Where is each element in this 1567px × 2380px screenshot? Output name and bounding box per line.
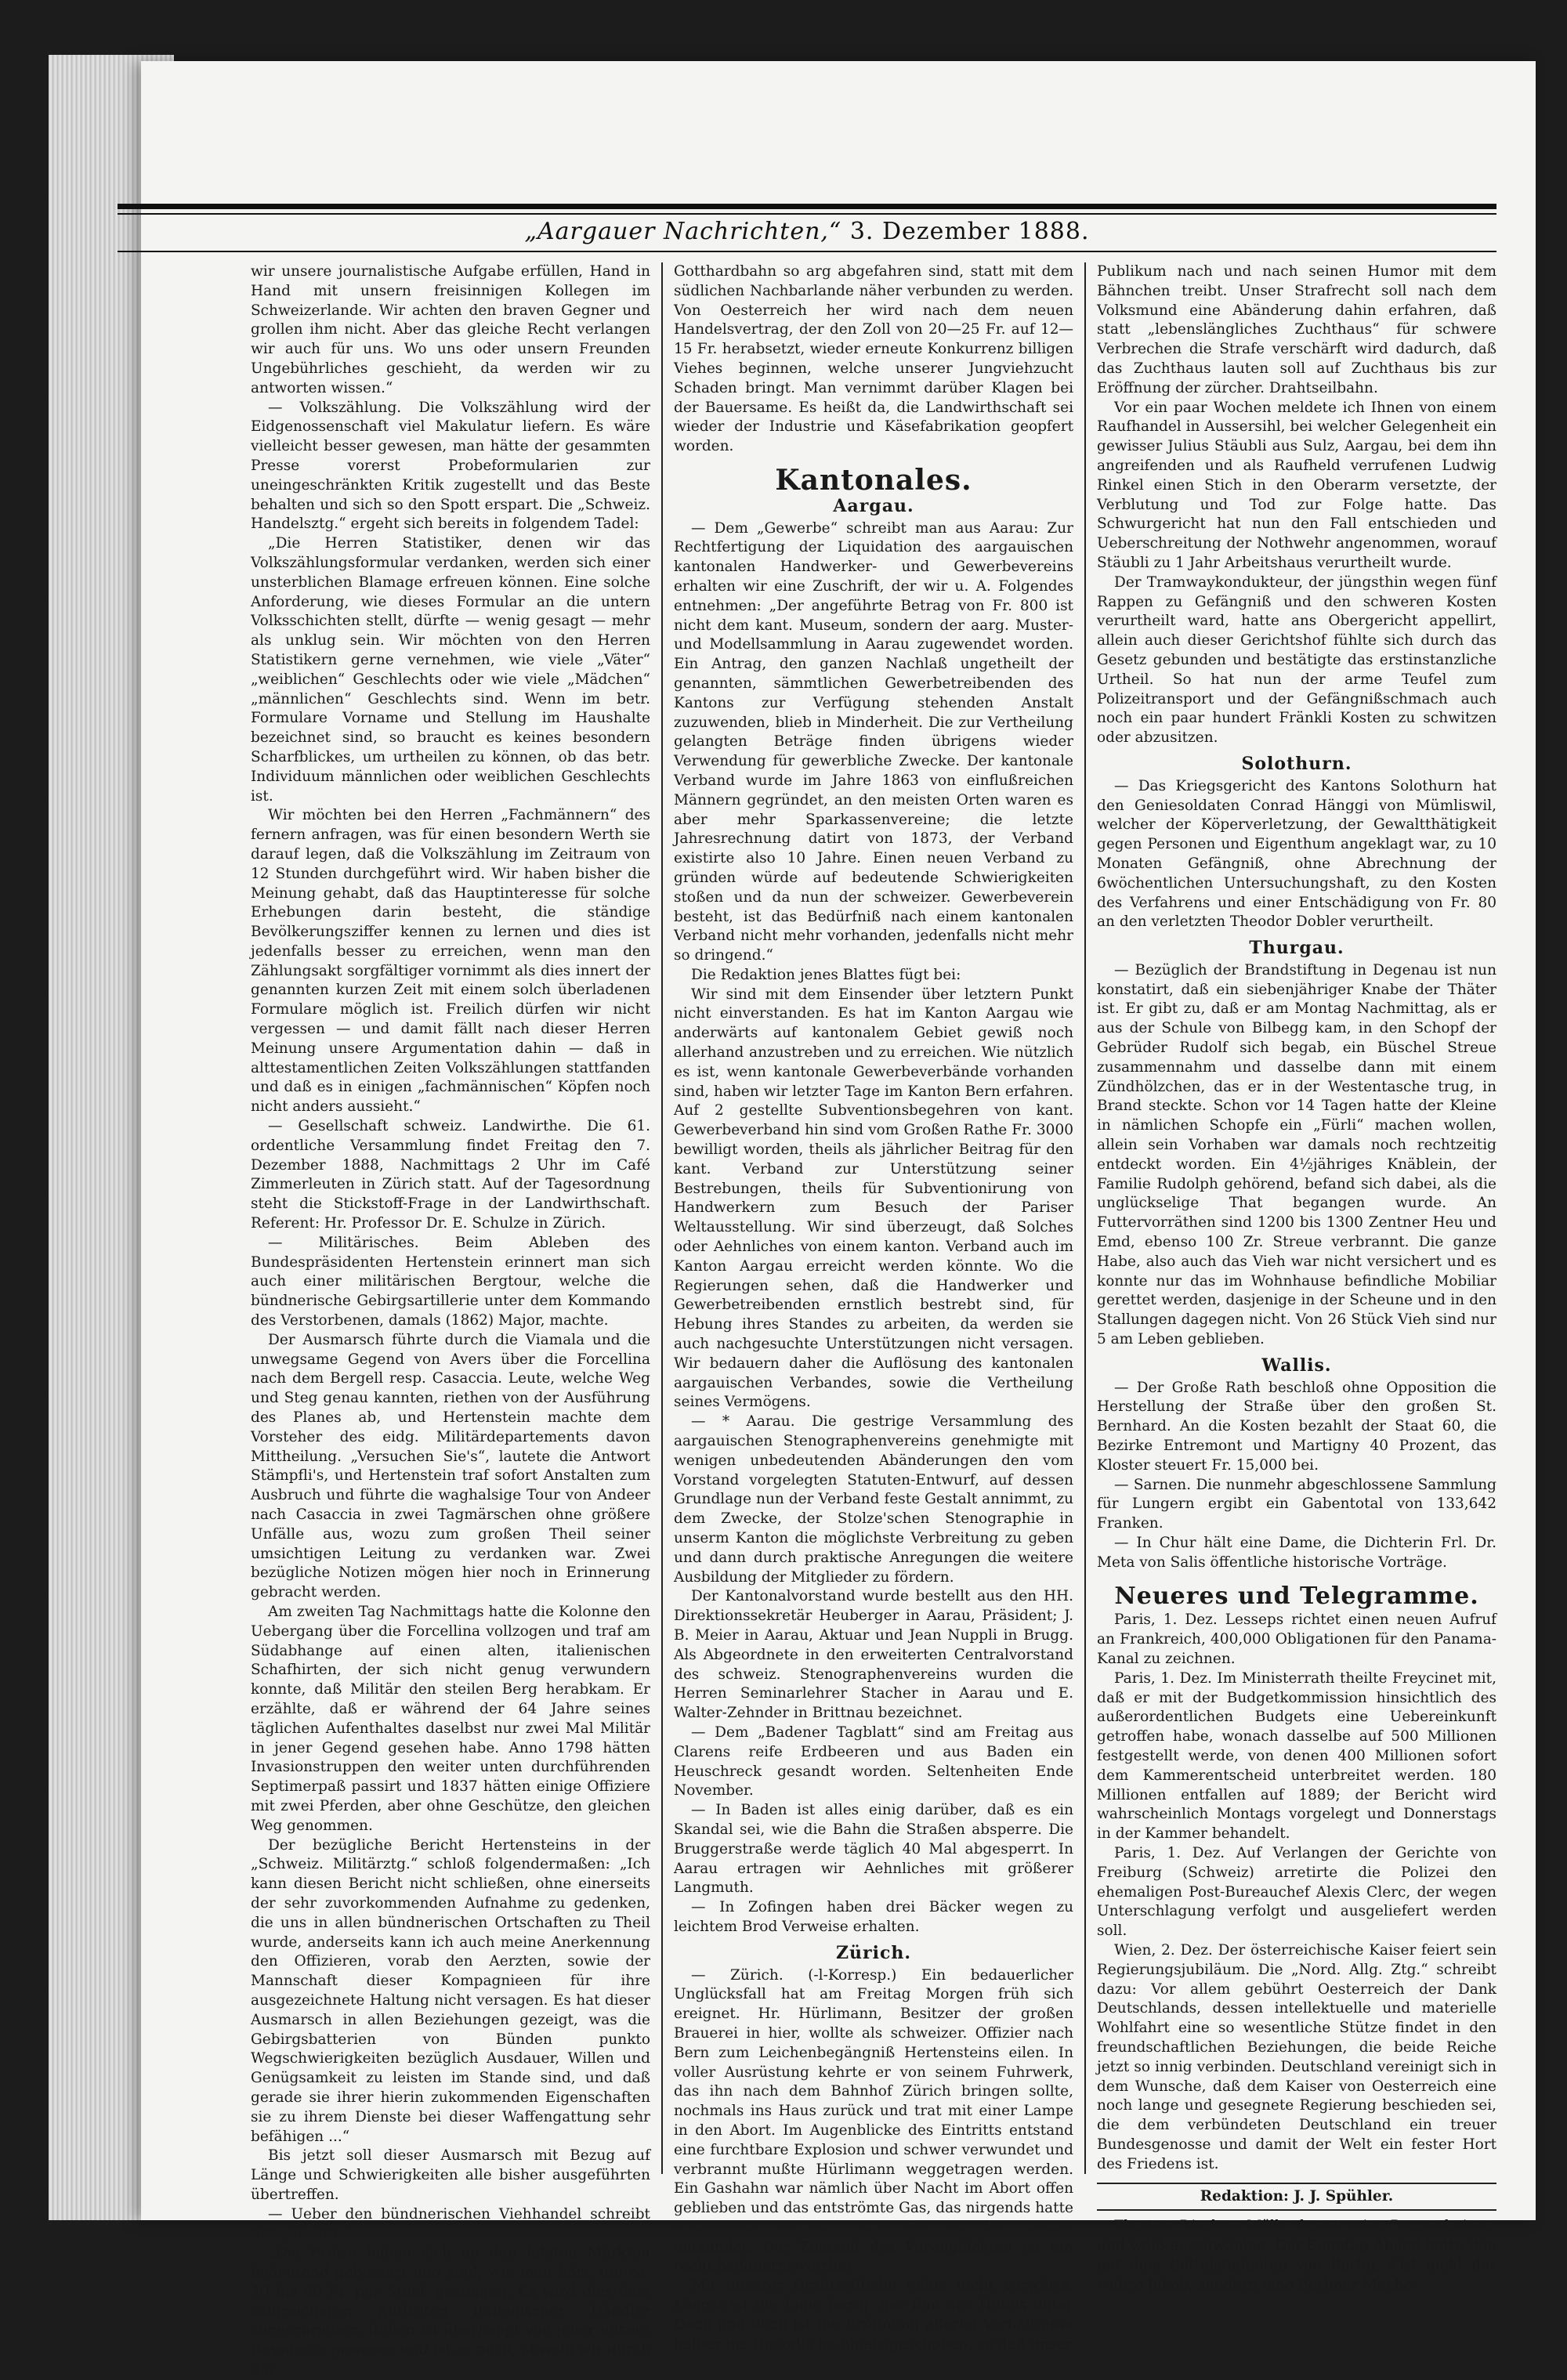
article-text: — Zürich. (-l-Korresp.) Ein bedauerlicher Unglücksfall hat am Freitag Morgen früh sich ereignet. Hr. Hürlimann, Besitzer der großen Brauerei in hier, wollte als schweizer. Offizier nach Bern zum Leichenbegängniß Hertensteins eilen. In voller Ausrüstung kehrte er von seinem Fuhrwerk, das ihn nach dem Bahnhof Zürich bringen sollte, nochmals ins Haus zurück und trat mit einer Lampe in den Abort. Im Augenblicke des Eintritts entstand eine furchtbare Explosion und schwer verwundet und verbrannt mußte Hürlimann weggetragen werden. Ein Gashahn war nämlich über Nacht im Abort offen geblieben und das entströmte Gas, das nirgends hatte entweichen können, hatte sich an der Lampe entzündet. Der Zustand des Verunglückten ist ein recht bedauernswerther.	[674, 1966, 1073, 2275]
masthead-rule-top-thin	[118, 213, 1496, 215]
article-text: Bis jetzt soll dieser Ausmarsch mit Bezug auf Länge und Schwierigkeiten alle bisher ausgeführten übertreffen.	[251, 2147, 650, 2203]
article-theater: Theater. Direktor Möller kennt seine Pappenheimer und weiß auszuwählen. Der Sonntag Abend hatte ihm mit dem Bettelstudenten von Berlin, s'ist nicht der wahre Jakob, sondern eine Berliner Mache	[1097, 2218, 1496, 2293]
article-text: Vor ein paar Wochen meldete ich Ihnen von einem Raufhandel in Aussersihl, bei welcher Gelegenheit ein gewisser Julius Stäubli aus Sulz, Aargau, bei dem ihn angreifenden und als Raufheld verrufenen Ludwig Rinkel einen Stich in den Oberarm versetzte, der Verblutung und Tod zur Folge hatte. Das Schwurgericht hat nun den Fall entschieden und Ueberschreitung der Nothwehr angenommen, worauf Stäubli zu 1 Jahr Arbeitshaus verurtheilt wurde.	[1097, 399, 1496, 571]
section-heading-telegramme: Neueres und Telegramme.	[1114, 1582, 1479, 1610]
article-landwirthe: — Gesellschaft schweiz. Landwirthe. Die 61. ordentliche Versammlung findet Freitag den 7. Dezember 1888, Nachmittags 2 Uhr im Café Zimmerleuten in Zürich statt. Auf der Tagesordnung steht die Stickstoff-Frage in der Landwirthschaft. Referent: Hr. Professor Dr. E. Schulze in Zürich.	[251, 1118, 650, 1232]
telegram-item: Paris, 1. Dez. Lesseps richtet einen neuen Aufruf an Frankreich, 400,000 Obligationen für den Panama-Kanal zu zeichnen.	[1097, 1611, 1496, 1667]
article-text: „Die Herren Statistiker, denen wir das Volkszählungsformular verdanken, werden sich einer unsterblichen Blamage erfreuen können. Eine solche Anforderung, wie dieses Formular an die untern Volksschichten stellt, dürfte — wenig gesagt — mehr als unklug sein. Wir möchten von den Herren Statistikern gerne vernehmen, wie viele „Väter“ „weiblichen“ Geschlechts oder wie viele „Mädchen“ „männlichen“ Geschlechts sind. Wenn im betr. Formulare Vorname und Stellung im Haushalte bezeichnet sind, so braucht es keines besondern Scharfblickes, um urtheilen zu können, ob das betr. Individuum männlichen oder weiblichen Geschlechts ist.	[251, 535, 650, 805]
masthead-area	[118, 141, 1496, 249]
article-text: „Die Preise haben sich an den letzten Märkten bedeutend gebessert und sind, wie man hört, um ca. 40 bis 60 Fr. per Stück gestiegen. Es wird dies dem zahlreicheren Auftreten italienischer Händler zugeschrieben. Italien ist überhaupt von jeher unsere Ressource gewesen und ist es noch, obwohl wir durch die	[251, 2244, 650, 2378]
article-text: — Sarnen. Die nunmehr abgeschlossene Sammlung für Lungern ergibt ein Gabentotal von 133,642 Franken.	[1097, 1476, 1496, 1532]
masthead-rule-top	[118, 204, 1496, 209]
article-text: Publikum nach und nach seinen Humor mit dem Bähnchen treibt. Unser Strafrecht soll nach dem Volksmund eine Abänderung dahin erfahren, daß statt „lebenslängliches Zuchthaus“ für schwere Verbrechen die Strafe verschärft wird dadurch, daß das Zuchthaus lauten soll auf Zuchthaus bis zur Eröffnung der zürcher. Drahtseilbahn.	[1097, 263, 1496, 396]
telegram-item: Paris, 1. Dez. Auf Verlangen der Gerichte von Freiburg (Schweiz) arretirte die Polizei den ehemaligen Post-Bureauchef Alexis Clerc, der wegen Unterschlagung verfolgt und ausgeliefert werden soll.	[1097, 1844, 1496, 1940]
article-text: Gotthardbahn so arg abgefahren sind, statt mit dem südlichen Nachbarlande näher verbunden zu werden. Von Oesterreich her wird nach dem neuen Handelsvertrag, der den Zoll von 20—25 Fr. auf 12—15 Fr. herabsetzt, wieder erneute Konkurrenz billigen Viehes beginnen, welche unserer Jungviehzucht Schaden bringt. Man vernimmt darüber Klagen bei der Bauersame. Es heißt da, die Landwirthschaft sei wieder der Industrie und Käsefabrikation geopfert worden.	[674, 263, 1073, 455]
article-text: Der Tramwaykondukteur, der jüngsthin wegen fünf Rappen zu Gefängniß und den schweren Kosten verurtheilt ward, hatte ans Obergericht appellirt, allein auch dieser Gerichtshof fühlte sich durch das Gesetz gebunden und bestätigte das erstinstanzliche Urtheil. So hat nun der arme Teufel zum Polizeitransport und der Gefängnißschmach auch noch ein paar hundert Fränkli Kosten zu schwitzen oder abzusitzen.	[1097, 573, 1496, 747]
telegram-item: Paris, 1. Dez. Im Ministerrath theilte Freycinet mit, daß er mit der Budgetkommission hinsichtlich des außerordentlichen Budgets eine Uebereinkunft getroffen habe, wonach dasselbe auf 500 Millionen festgestellt werde, von denen 400 Millionen sofort dem Kammerentscheid unterbreitet werden. 180 Millionen entfallen auf 1889; der Bericht wird wahrscheinlich Montags vorgelegt und Donnerstags in der Kammer behandelt.	[1097, 1669, 1496, 1843]
telegram-item: Wien, 2. Dez. Der österreichische Kaiser feiert sein Regierungsjubiläum. Die „Nord. Allg. Ztg.“ schreibt dazu: Vor allem gebührt Oesterreich der Dank Deutschlands, dessen intellektuelle und materielle Wohlfahrt eine so wesentliche Stütze findet in den freundschaftlichen Beziehungen, die beide Reiche jetzt so innig verbinden. Deutschland vereinigt sich in dem Wunsche, daß dem Kaiser von Oesterreich eine noch lange und gesegnete Regierung beschieden sei, die dem verbündeten Deutschland ein treuer Bundesgenosse und damit der Welt ein fester Hort des Friedens ist.	[1097, 1941, 1496, 2172]
article-viehhandel: — Ueber den bündnerischen Viehhandel schreibt der „Fr. Rht.“:	[251, 2205, 650, 2242]
subheading-solothurn: Solothurn.	[1241, 753, 1352, 774]
article-militaerisches: — Militärisches. Beim Ableben des Bundespräsidenten Hertenstein erinnert man sich auch einer militärischen Bergtour, welche die bündnerische Gebirgsartillerie unter dem Kommando des Verstorbenen, damals (1862) Major, machte.	[251, 1234, 650, 1329]
article-text: — Der Große Rath beschloß ohne Opposition die Herstellung der Straße über den großen St. Bernhard. An die Kosten bezahlt der Staat 60, die Bezirke Entremont und Martigny 40 Prozent, das Kloster steuert Fr. 15,000 bei.	[1097, 1379, 1496, 1474]
column-divider	[661, 262, 663, 2174]
article-text: Wir sind mit dem Einsender über letztern Punkt nicht einverstanden. Es hat im Kanton Aargau wie anderwärts auf kantonalem Gebiet gewiß noch allerhand anzustreben und zu erreichen. Wie nützlich es ist, wenn kantonale Gewerbeverbände vorhanden sind, haben wir letzter Tage im Kanton Bern erfahren. Auf 2 gestellte Subventionsbegehren von kant. Gewerbeverband hin sind vom Großen Rathe Fr. 3000 bewilligt worden, theils als jährlicher Beitrag für den kant. Verband zur Unterstützung seiner Bestrebungen, theils für Subventionirung von Handwerkern zum Besuch der Pariser Weltausstellung. Wir sind überzeugt, daß Solches oder Aehnliches von einem kanton. Verband auch im Kanton Aargau erreicht werden könnte. Wo die Regierungen sehen, daß die Handwerker und Gewerbetreibenden ernstlich bestrebt sind, für Hebung ihres Standes zu arbeiten, da werden sie auch nachgesuchte Unterstützungen nicht versagen. Wir bedauern daher die Auflösung des kantonalen aargauischen Verbandes, sowie die Vertheilung seines Vermögens.	[674, 986, 1073, 1411]
article-text: Die Redaktion jenes Blattes fügt bei:	[691, 966, 961, 983]
article-text: — Dem „Badener Tagblatt“ sind am Freitag aus Clarens reife Erdbeeren und aus Baden ein Heuschreck gesandt worden. Seltenheiten Ende November.	[674, 1724, 1073, 1799]
article-text: — Dem „Gewerbe“ schreibt man aus Aarau: Zur Rechtfertigung der Liquidation des aargauischen kantonalen Handwerker- und Gewerbevereins erhalten wir eine Zuschrift, der wir u. A. Folgendes entnehmen: „Der angeführte Betrag von Fr. 800 ist nicht dem kant. Museum, sondern der aarg. Muster- und Modellsammlung in Aarau zugewendet worden. Ein Antrag, den ganzen Nachlaß ungetheilt der genannten, sämmtlichen Gewerbetreibenden des Kantons zur Verfügung stehenden Anstalt zuzuwenden, blieb in Minderheit. Die zur Vertheilung gelangten Beträge finden übrigens wieder Verwendung für gewerbliche Zwecke. Der kantonale Verband wurde im Jahre 1863 von einflußreichen Männern gegründet, an den meisten Orten waren es aber mehr Sparkassenvereine; die letzte Jahresrechnung datirt von 1873, der Verband existirte also 10 Jahre. Einen neuen Verband zu gründen würde auf bedeutende Schwierigkeiten stoßen und da nun der schweizer. Gewerbeverein besteht, ist das Bedürfniß nach einem kantonalen Verband nicht mehr vorhanden, jedenfalls nicht mehr so dringend.“	[674, 519, 1073, 964]
column-divider	[1084, 262, 1086, 2174]
article-text: — Das Kriegsgericht des Kantons Solothurn hat den Geniesoldaten Conrad Hänggi von Mümliswil, welcher der Köperverletzung, der Gewaltthätigkeit gegen Personen und Eigenthum angeklagt war, zu 10 Monaten Gefängniß, ohne Abrechnung der 6wöchentlichen Untersuchungshaft, zu den Kosten des Verfahrens und einer Entschädigung von Fr. 80 an den verletzten Theodor Dobler verurtheilt.	[1097, 777, 1496, 931]
article-columns	[251, 262, 1496, 2378]
article-text: wir unsere journalistische Aufgabe erfüllen, Hand in Hand mit unsern freisinnigen Kollegen im Schweizerlande. Wir achten den braven Gegner und grollen ihm nicht. Aber das gleiche Recht verlangen wir auch für uns. Wo uns oder unsern Freunden Ungebührliches geschieht, da werden wir zu antworten wissen.“	[251, 263, 650, 396]
column-3	[1097, 262, 1496, 2293]
subheading-zuerich: Zürich.	[835, 1942, 912, 1963]
article-stenographen: — * Aarau. Die gestrige Versammlung des aargauischen Stenographenvereins genehmigte mit wenigen unbedeutenden Abänderungen den vom Vorstand vorgelegten Statuten-Entwurf, auf dessen Grundlage nun der Verband feste Gestalt annimmt, zu dem Zwecke, der Stolze'schen Stenographie in unserm Kanton die möglichste Verbreitung zu geben und dann durch praktische Anregungen die weitere Ausbildung der Mitglieder zu fördern.	[674, 1413, 1073, 1586]
subheading-aargau: Aargau.	[833, 495, 914, 516]
article-volkszaehlung: — Volkszählung. Die Volkszählung wird der Eidgenossenschaft viel Makulatur liefern. Es wäre vielleicht besser gewesen, man hätte der gesammten Presse vorerst Probeformularien zur uneingeschränkten Kritik zugestellt und das Beste behalten und sich so den Spott erspart. Die „Schweiz. Handelsztg.“ ergeht sich bereits in folgendem Tadel:	[251, 399, 650, 533]
article-text: — In Zofingen haben drei Bäcker wegen zu leichtem Brod Verweise erhalten.	[674, 1899, 1073, 1935]
article-text: Wir möchten bei den Herren „Fachmännern“ des fernern anfragen, was für einen besondern Werth sie darauf legen, daß die Volkszählung im Zeitraum von 12 Stunden durchgeführt wird. Wir haben bisher die Meinung gehabt, daß das Hauptinteresse für solche Erhebungen darin besteht, die ständige Bevölkerungsziffer kennen zu lernen und dies ist jedenfalls besser zu erreichen, wenn man den Zählungsakt sorgfältiger vornimmt als dies innert der genannten kurzen Zeit mit einem solch überladenen Formulare möglich ist. Freilich dürfen wir nicht vergessen — und damit fällt nach dieser Herren Meinung unsere Argumentation dahin — daß in alttestamentlichen Zeiten Volkszählungen stattfanden und daß es in einigen „fachmännischen“ Köpfen noch nicht anders aussieht.“	[251, 807, 650, 1116]
editor-credit: Redaktion: J. J. Spühler.	[1097, 2183, 1496, 2212]
newspaper-title: „Aargauer Nachrichten,“	[524, 218, 842, 245]
article-text: — Bezüglich der Brandstiftung in Degenau ist nun konstatirt, daß ein siebenjähriger Knabe der Thäter ist. Er gibt zu, daß er am Montag Nachmittag, als er aus der Schule von Bilbegg kam, in den Schopf der Gebrüder Rudolf sich begab, ein Büschel Streue zusammennahm und dasselbe dann mit einem Zündhölzchen, das er in der Westentasche trug, in Brand steckte. Schon vor 14 Tagen hatte der Kleine in nämlichen Schopfe ein „Fürli“ machen wollen, allein sein Vorhaben war damals noch rechtzeitig entdeckt worden. Ein 4½jähriges Knäblein, der Familie Rudolph gehörend, befand sich dabei, als die unglückselige That begangen wurde. An Futtervorräthen sind 1200 bis 1300 Zentner Heu und Emd, ebenso 100 Zr. Streue verbrannt. Die ganze Habe, also auch das Vieh war nicht versichert und es konnte nur das im Wohnhause befindliche Mobiliar gerettet werden, dasjenige in der Scheune und in den Stallungen dagegen nicht. Von 26 Stück Vieh sind nur 5 am Leben geblieben.	[1097, 961, 1496, 1348]
article-text: — In Chur hält eine Dame, die Dichterin Frl. Dr. Meta von Salis öffentliche historische Vorträge.	[1097, 1535, 1496, 1571]
masthead-rule-bottom	[118, 251, 1496, 252]
column-1	[251, 262, 650, 2378]
masthead-line	[118, 218, 1496, 245]
article-text: Der bezügliche Bericht Hertensteins in der „Schweiz. Militärztg.“ schloß folgendermaßen: „Ich kann diesen Bericht nicht schließen, ohne einerseits der sehr zuvorkommenden Aufnahme zu gedenken, die uns in allen bündnerischen Ortschaften zu Theil wurde, anderseits kann ich auch meine Anerkennung den Offizieren, vorab den Aerzten, sowie der Mannschaft dieser Kompagnieen für ihre ausgezeichnete Haltung nicht versagen. Es hat dieser Ausmarsch in allen Beziehungen gezeigt, was die Gebirgsbatterien von Bünden punkto Wegschwierigkeiten bezüglich Ausdauer, Willen und Genügsamkeit zu leisten im Stande sind, und daß gerade sie ihrer hierin zukommenden Eigenschaften sie zu ihrem Dienste bei dieser Waffengattung sehr befähigen ...“	[251, 1836, 650, 2145]
section-heading-kantonales: Kantonales.	[775, 463, 972, 497]
subheading-thurgau: Thurgau.	[1249, 938, 1344, 959]
article-text: Der Ausmarsch führte durch die Viamala und die unwegsame Gegend von Avers über die Forcellina nach dem Bergell resp. Casaccia. Leute, welche Weg und Steg genau kannten, riethen von der Ausführung des Planes ab, und Hertenstein machte dem Vorsteher des eidg. Militärdepartements davon Mittheilung. „Versuchen Sie's“, lautete die Antwort Stämpfli's, und Hertenstein traf sofort Anstalten zum Ausbruch und führte die waghalsige Tour von Andeer nach Casaccia in zwei Tagmärschen ohne größere Unfälle aus, wozu zum großen Theil seiner umsichtigen Leitung zu verdanken war. Zwei bezügliche Notizen mögen hier noch in Erinnerung gebracht werden.	[251, 1331, 650, 1601]
article-text: Mit unserer Drahtseilbahn gehts nicht vorwärts. Längst ist die Linie fertig, der Bau des Hotels unter Dach und doch ist die Eröffnung allerlei Verhältnisse halber ins Unendliche hinausgeschoben, so daß unser	[674, 2277, 1073, 2353]
article-text: — In Baden ist alles einig darüber, daß es ein Skandal sei, wie die Bahn die Straßen absperre. Die Bruggerstraße werde täglich 40 Mal abgesperrt. In Aarau ertragen wir Aehnliches mit größerer Langmuth.	[674, 1802, 1073, 1897]
subheading-wallis: Wallis.	[1261, 1355, 1332, 1376]
article-text: Der Kantonalvorstand wurde bestellt aus den HH. Direktionssekretär Heuberger in Aarau, Präsident; J. B. Meier in Aarau, Aktuar und Jean Nuppli in Brugg. Als Abgeordnete in den erweiterten Centralvorstand des schweiz. Stenographenvereins wurden die Herren Seminarlehrer Stacher in Aarau und E. Walter-Zehnder in Brittnau bezeichnet.	[674, 1588, 1073, 1722]
issue-date: 3. Dezember 1888.	[849, 218, 1090, 245]
article-text: Am zweiten Tag Nachmittags hatte die Kolonne den Uebergang über die Forcellina vollzogen und traf am Südabhange auf einen alten, italienischen Schafhirten, der sich nicht genug verwundern konnte, daß Militär den steilen Berg herabkam. Er erzählte, daß er während der 64 Jahre seines täglichen Aufenthaltes daselbst nur zwei Mal Militär in jener Gegend gesehen habe. Anno 1798 hätten Invasionstruppen den weiter unten durchführenden Septimerpaß passirt und 1837 hätten einige Offiziere mit zwei Pferden, aber ohne Geschütze, den gleichen Weg genommen.	[251, 1603, 650, 1834]
column-2	[674, 262, 1073, 2353]
